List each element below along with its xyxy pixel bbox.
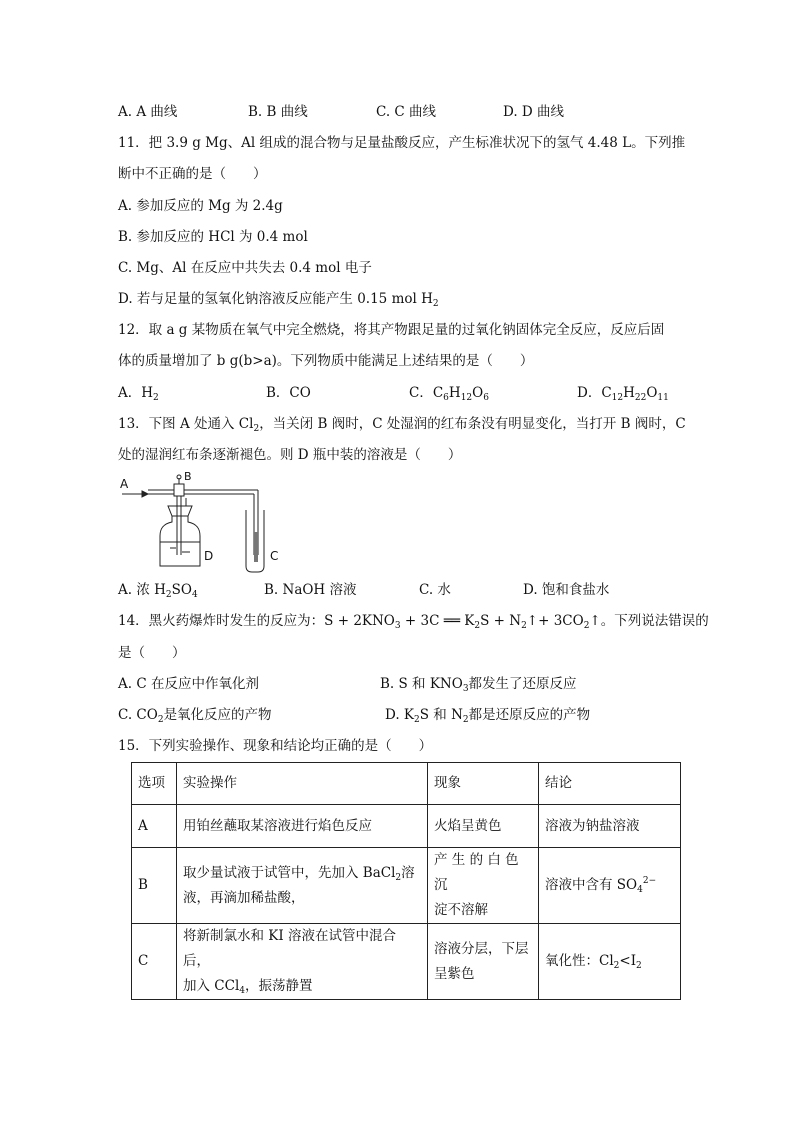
table-header-row: [132, 763, 681, 805]
q12-options: [118, 383, 669, 403]
q14-options-row2: [118, 705, 590, 725]
table-cell: A: [132, 805, 177, 848]
q13-stem-line2: 处的湿润红布条逐渐褪色。则 D 瓶中装的溶液是（ ）: [118, 447, 462, 463]
label-c: C: [270, 549, 279, 563]
q11-option-b: B. 参加反应的 HCl 为 0.4 mol: [118, 229, 308, 245]
q10-option-d: D. D 曲线: [503, 104, 565, 120]
q12-option-b: B．CO: [266, 385, 311, 401]
table-cell: 产 生 的 白 色 沉 淀不溶解: [428, 848, 539, 924]
table-row: [132, 924, 681, 1000]
q12-stem-line2: 体的质量增加了 b g(b>a)。下列物质中能满足上述结果的是（ ）: [118, 353, 534, 369]
q10-options: [118, 102, 564, 122]
q13-option-a: A. 浓 $H_2SO_4$: [118, 582, 198, 600]
q10-option-c: C. C 曲线: [376, 104, 437, 120]
q14-options-row1: [118, 674, 577, 694]
table-header-cell: 选项: [132, 763, 177, 805]
q14-option-b: B. S 和 $KNO_3$都发生了还原反应: [380, 676, 577, 694]
table-row: [132, 848, 681, 924]
label-d: D: [204, 549, 214, 563]
bottle-stopper: [168, 506, 192, 516]
table-header-cell: 实验操作: [177, 763, 428, 805]
q11-stem-line2: 断中不正确的是（ ）: [118, 166, 267, 182]
q12-option-a: A．$H_2$: [118, 385, 159, 403]
table-cell: 用铂丝蘸取某溶液进行焰色反应: [177, 805, 428, 848]
red-cloth-strip: [254, 532, 258, 562]
q15-table: [131, 762, 681, 1000]
valve-b: [174, 484, 184, 496]
table-cell: B: [132, 848, 177, 924]
q11-stem-line1: 11．把 3.9 g Mg、Al 组成的混合物与足量盐酸反应，产生标准状况下的氢气 4.48 L。下列推: [118, 135, 686, 151]
table-cell: 氧化性：$Cl_2<I_2$: [539, 924, 681, 1000]
q11-option-d: D. 若与足量的氢氧化钠溶液反应能产生 0.15 mol $H_2$: [118, 291, 439, 309]
table-row: [132, 805, 681, 848]
table-cell: 溶液分层，下层 呈紫色: [428, 924, 539, 1000]
q13-option-b: B. NaOH 溶液: [264, 582, 357, 598]
q13-options: [118, 580, 609, 600]
q11-option-c: C. Mg、Al 在反应中共失去 0.4 mol 电子: [118, 260, 372, 276]
q14-option-c: C. $CO_2$是氧化反应的产物: [118, 707, 272, 725]
label-b: B: [184, 470, 192, 483]
q13-stem-line1: 13．下图 A 处通入 $Cl_2$，当关闭 B 阀时，C 处湿润的红布条没有明显变化，当打开 B 阀时，C: [118, 416, 686, 434]
table-cell: C: [132, 924, 177, 1000]
table-cell: 溶液为钠盐溶液: [539, 805, 681, 848]
table-cell: 火焰呈黄色: [428, 805, 539, 848]
table-header-cell: 结论: [539, 763, 681, 805]
table-cell: 将新制氯水和 KI 溶液在试管中混合后， 加入 CCl$_4$，振荡静置: [177, 924, 428, 1000]
bottle-d: [160, 516, 200, 566]
label-a: A: [120, 477, 129, 491]
q10-option-b: B. B 曲线: [248, 104, 308, 120]
q12-option-d: D．$C_{12}H_{22}O_{11}$: [577, 385, 669, 403]
apparatus-diagram: [118, 470, 318, 575]
inlet-arrow-head: [142, 491, 148, 497]
q14-option-d: D. $K_2S$ 和 $N_2$都是还原反应的产物: [385, 707, 591, 725]
q15-stem: 15．下列实验操作、现象和结论均正确的是（ ）: [118, 738, 433, 754]
q11-option-a: A. 参加反应的 Mg 为 2.4g: [118, 198, 283, 214]
q14-stem-line2: 是（ ）: [118, 645, 186, 661]
q12-stem-line1: 12．取 a g 某物质在氧气中完全燃烧，将其产物跟足量的过氧化钠固体完全反应，反应后固: [118, 322, 665, 338]
q13-option-c: C. 水: [419, 582, 451, 598]
table-cell: 溶液中含有 $SO_4^{2-}$: [539, 848, 681, 924]
q13-option-d: D. 饱和食盐水: [523, 582, 610, 598]
q12-option-c: C．$C_6H_{12}O_6$: [409, 385, 489, 403]
q14-option-a: A. C 在反应中作氧化剂: [118, 676, 259, 692]
q14-stem-line1: 14．黑火药爆炸时发生的反应为：$S + 2KNO_3 + 3C$ ══ $K_2S$ + $N_2↑+$ $3CO_2↑$。下列说法错误的: [118, 613, 709, 631]
q10-option-a: A. A 曲线: [118, 104, 178, 120]
table-header-cell: 现象: [428, 763, 539, 805]
table-cell: 取少量试液于试管中，先加入 BaCl$_2$溶 液，再滴加稀盐酸，: [177, 848, 428, 924]
